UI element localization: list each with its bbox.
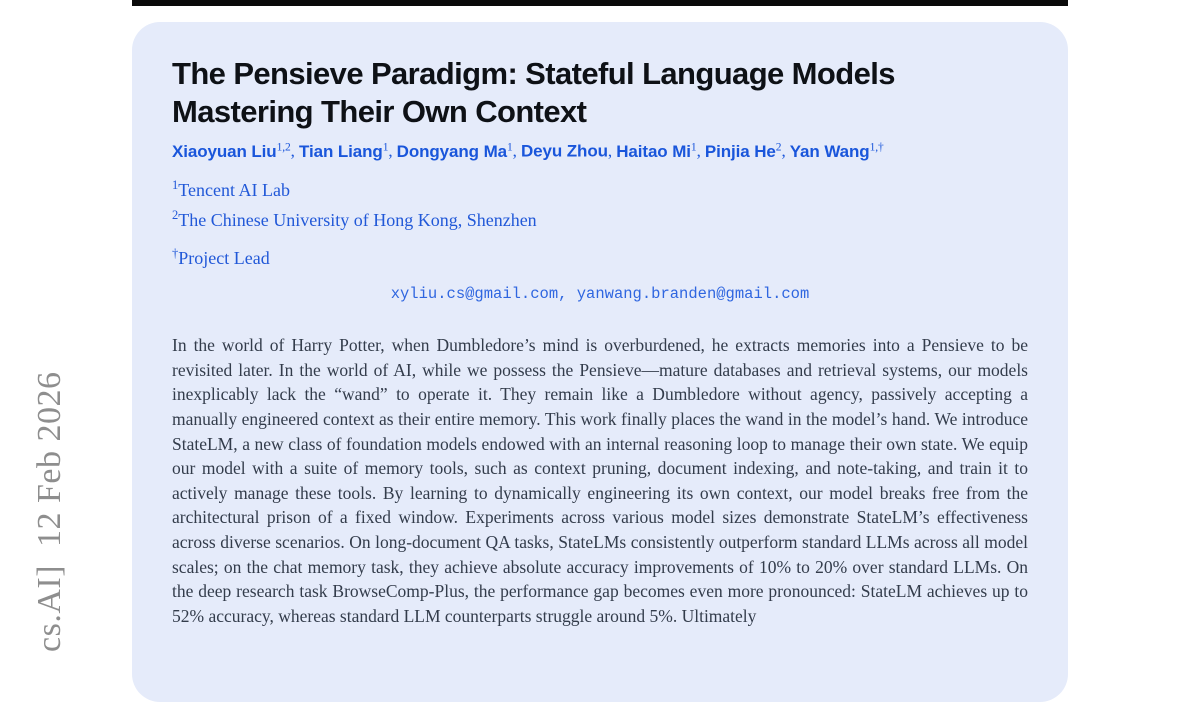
author-name-text: Haitao Mi <box>616 141 691 161</box>
author-name <box>790 142 884 161</box>
affiliation-list <box>172 173 1028 272</box>
author-separator: , <box>290 141 299 161</box>
author-name <box>397 142 513 161</box>
author-name-text: Xiaoyuan Liu <box>172 141 277 161</box>
author-name-text: Dongyang Ma <box>396 141 508 161</box>
author-name-text: Tian Liang <box>298 141 383 161</box>
author-affil-superscript: 1,† <box>869 141 884 153</box>
author-affil-superscript: 1,2 <box>276 141 291 153</box>
author-separator: , <box>607 141 617 161</box>
author-affil-superscript: 1 <box>690 141 697 153</box>
paper-title <box>172 55 1028 131</box>
author-name-text: Pinjia He <box>704 141 776 161</box>
author-separator: , <box>696 141 705 161</box>
abstract-text: In the world of Harry Potter, when Dumbledore’s mind is overburdened, he extracts memories into a Pensieve to be revisited later. In the world of AI, while we possess the Pensieve—mature databases and retrieval systems, our models inexplicably lack the “wand” to operate it. They remain like a Dumbledore without agency, passively accepting a manually engineered context as their entire memory. This work finally places the wand in the model’s hand. We introduce StateLM, a new class of foundation models endowed with an internal reasoning loop to manage their own state. We equip our model with a suite of memory tools, such as context pruning, document indexing, and note-taking, and train it to actively manage these tools. By learning to dynamically engineering its own context, our model breaks free from the architectural prison of a fixed window. Experiments across various model sizes demonstrate StateLM’s effectiveness across diverse scenarios. On long-document QA tasks, StateLMs consistently outperform standard LLMs across all model scales; on the chat memory task, they achieve absolute accuracy improvements of 10% to 20% over standard LLMs. On the deep research task BrowseComp-Plus, the performance gap becomes even more pronounced: StateLM achieves up to 52% accuracy, whereas standard LLM counterparts struggle around 5%. Ultimately <box>172 335 1028 626</box>
page-top-rule <box>132 0 1068 6</box>
author-name <box>299 142 388 161</box>
affiliation-line: $^2$The Chinese University of Hong Kong, Shenzhen <box>172 208 537 231</box>
author-name <box>521 142 608 161</box>
paper-title-line-2: Mastering Their Own Context <box>172 94 587 129</box>
contact-emails-link[interactable]: xyliu.cs@gmail.com, yanwang.branden@gmail.com <box>390 285 810 304</box>
arxiv-watermark: cs.AI] 12 Feb 2026 <box>31 371 68 652</box>
author-name <box>705 142 782 161</box>
project-lead-note: †Project Lead <box>172 245 270 268</box>
author-name-text: Deyu Zhou <box>520 141 608 161</box>
paper-card <box>132 22 1068 702</box>
author-affil-superscript: 2 <box>775 141 782 153</box>
author-separator: , <box>781 141 790 161</box>
author-name <box>616 142 696 161</box>
affiliation-superscript: 1 <box>172 177 179 192</box>
author-separator: , <box>388 141 397 161</box>
author-separator: , <box>512 141 521 161</box>
affiliation-superscript: 2 <box>172 208 179 223</box>
author-name <box>172 142 291 161</box>
affiliation-line: $^1$Tencent AI Lab <box>172 177 290 200</box>
author-affil-superscript: 1 <box>382 141 389 153</box>
author-list <box>172 141 1028 162</box>
author-affil-superscript: 1 <box>507 141 513 153</box>
paper-title-line-1: The Pensieve Paradigm: Stateful Language Models <box>172 56 895 91</box>
affiliation-superscript: † <box>172 245 179 260</box>
author-name-text: Yan Wang <box>789 141 870 161</box>
